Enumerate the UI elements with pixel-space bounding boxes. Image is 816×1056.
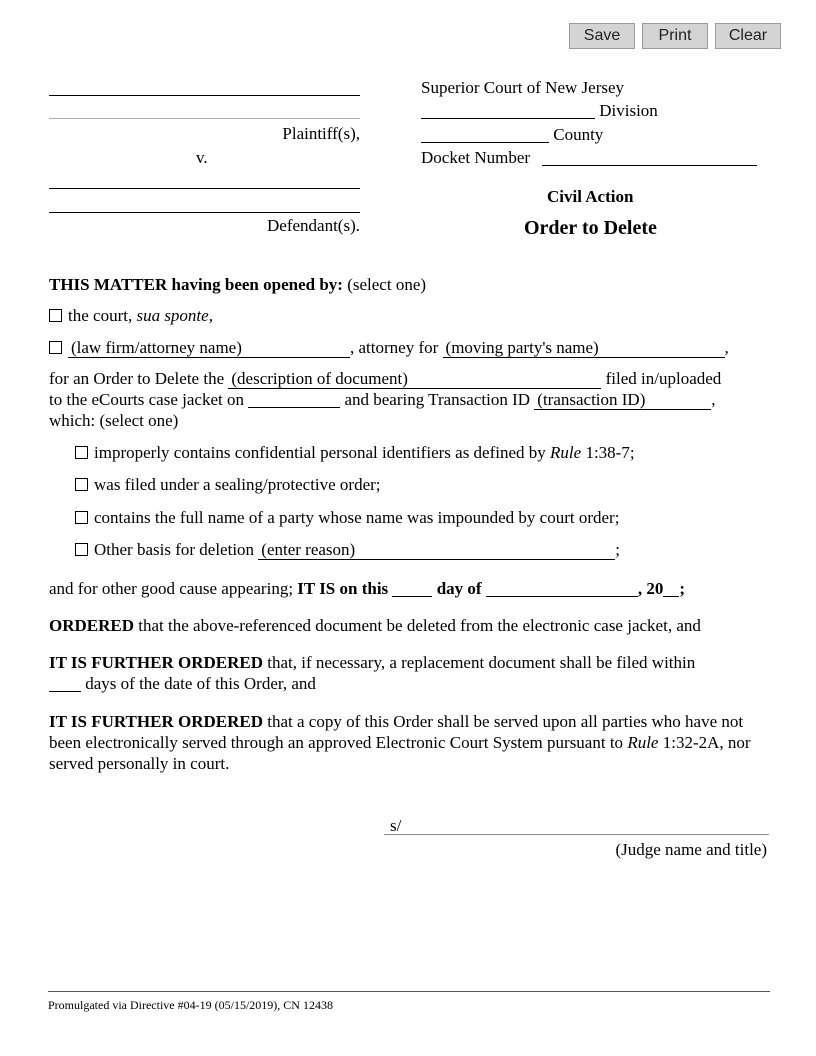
month-field[interactable] [486, 579, 638, 597]
plaintiff-name-line-1[interactable] [49, 95, 360, 96]
docket-label: Docket Number [421, 148, 531, 167]
defendant-name-line-2[interactable] [49, 212, 360, 213]
good-cause-end: ; [679, 579, 685, 598]
further-ordered-1 [49, 652, 769, 694]
order-line-1 [49, 368, 721, 389]
further-ordered-1-days-text: days of the date of this Order, and [85, 674, 316, 693]
docket-number-field[interactable] [542, 148, 757, 166]
day-field[interactable] [392, 579, 432, 597]
court-checkbox[interactable] [49, 309, 62, 322]
division-label: Division [599, 101, 658, 120]
year-prefix: , 20 [637, 579, 664, 598]
defendant-name-line-1[interactable] [49, 188, 360, 189]
filed-date-field[interactable] [248, 390, 340, 408]
defendant-label: Defendant(s). [267, 216, 360, 235]
further-ordered-2-rule: Rule [627, 733, 659, 752]
reason-1-checkbox[interactable] [75, 446, 88, 459]
signature-line[interactable] [384, 834, 769, 835]
signature-prefix: s/ [390, 816, 402, 835]
further-ordered-1-text: that, if necessary, a replacement document shall be filed within [267, 653, 696, 672]
reason-2-checkbox[interactable] [75, 478, 88, 491]
reason-4 [75, 539, 620, 560]
filed-text: filed in/uploaded [605, 369, 722, 388]
reason-1-rule-number: 1:38-7; [585, 443, 635, 462]
judge-name-label: (Judge name and title) [615, 840, 767, 859]
further-ordered-2 [49, 711, 771, 774]
reason-2-text: was filed under a sealing/protective order; [94, 475, 381, 494]
versus-label: v. [196, 148, 208, 167]
option-attorney [49, 337, 729, 358]
division-field[interactable] [421, 101, 595, 119]
division-row [421, 100, 658, 121]
good-cause-text: and for other good cause appearing; [49, 579, 294, 598]
ordered-paragraph [49, 615, 769, 636]
clear-button[interactable]: Clear [715, 23, 781, 49]
court-option-text: the court, [68, 306, 133, 325]
court-name: Superior Court of New Jersey [421, 78, 625, 97]
order-for-text: for an Order to Delete the [49, 369, 225, 388]
other-reason-field[interactable]: (enter reason) [258, 540, 615, 560]
attorney-row-comma: , [724, 338, 729, 357]
document-description-field[interactable]: (description of document) [228, 369, 601, 389]
attorney-checkbox[interactable] [49, 341, 62, 354]
further-ordered-2-text: that a copy of this Order shall be served upon all parties who have not been electronically served through an approved Electronic Court System pursuant to [49, 712, 744, 752]
option-court [49, 305, 213, 326]
plaintiff-name-line-2[interactable] [49, 118, 360, 119]
print-button[interactable]: Print [642, 23, 708, 49]
footer-text: Promulgated via Directive #04-19 (05/15/2019), CN 12438 [48, 998, 333, 1012]
which-text: which: (select one) [49, 411, 179, 430]
reason-1-rule: Rule [550, 443, 582, 462]
ordered-text: that the above-referenced document be deleted from the electronic case jacket, and [138, 616, 701, 635]
further-ordered-2-lead: IT IS FURTHER ORDERED [49, 712, 263, 731]
opened-by-select-note: (select one) [347, 275, 427, 294]
jacket-text: to the eCourts case jacket on [49, 390, 244, 409]
reason-3 [75, 507, 619, 528]
reason-4-end: ; [615, 540, 621, 559]
reason-4-text: Other basis for deletion [94, 540, 255, 559]
county-field[interactable] [421, 125, 549, 143]
sua-sponte-text: sua sponte [136, 306, 209, 325]
law-firm-field[interactable]: (law firm/attorney name) [68, 338, 350, 358]
county-label: County [553, 125, 604, 144]
it-is-text: IT IS on this [297, 579, 389, 598]
court-option-comma: , [208, 306, 213, 325]
year-field[interactable] [663, 579, 679, 597]
reason-3-text: contains the full name of a party whose name was impounded by court order; [94, 508, 620, 527]
further-ordered-1-lead: IT IS FURTHER ORDERED [49, 653, 263, 672]
opened-by-heading [49, 274, 426, 295]
document-title: Order to Delete [524, 217, 657, 239]
opened-by-lead: THIS MATTER having been opened by: [49, 275, 343, 294]
moving-party-field[interactable]: (moving party's name) [443, 338, 725, 358]
reason-3-checkbox[interactable] [75, 511, 88, 524]
county-row [421, 124, 603, 145]
order-line-2 [49, 389, 716, 410]
ordered-lead: ORDERED [49, 616, 135, 635]
day-of-text: day of [436, 579, 482, 598]
footer-divider [48, 991, 770, 992]
docket-row [421, 147, 757, 168]
reason-2 [75, 474, 381, 495]
reason-1-text: improperly contains confidential personal identifiers as defined by [94, 443, 546, 462]
replacement-days-field[interactable] [49, 674, 81, 692]
further-ordered-2-text-end: 1:32-2A, nor served personally in court. [49, 733, 751, 773]
plaintiff-label: Plaintiff(s), [282, 124, 360, 143]
good-cause-line [49, 578, 685, 599]
transaction-comma: , [711, 390, 716, 409]
save-button[interactable]: Save [569, 23, 635, 49]
reason-1 [75, 442, 635, 463]
bearing-text: and bearing Transaction ID [344, 390, 531, 409]
attorney-for-text: , attorney for [350, 338, 439, 357]
reason-4-checkbox[interactable] [75, 543, 88, 556]
civil-action-label: Civil Action [547, 187, 634, 206]
transaction-id-field[interactable]: (transaction ID) [534, 390, 711, 410]
